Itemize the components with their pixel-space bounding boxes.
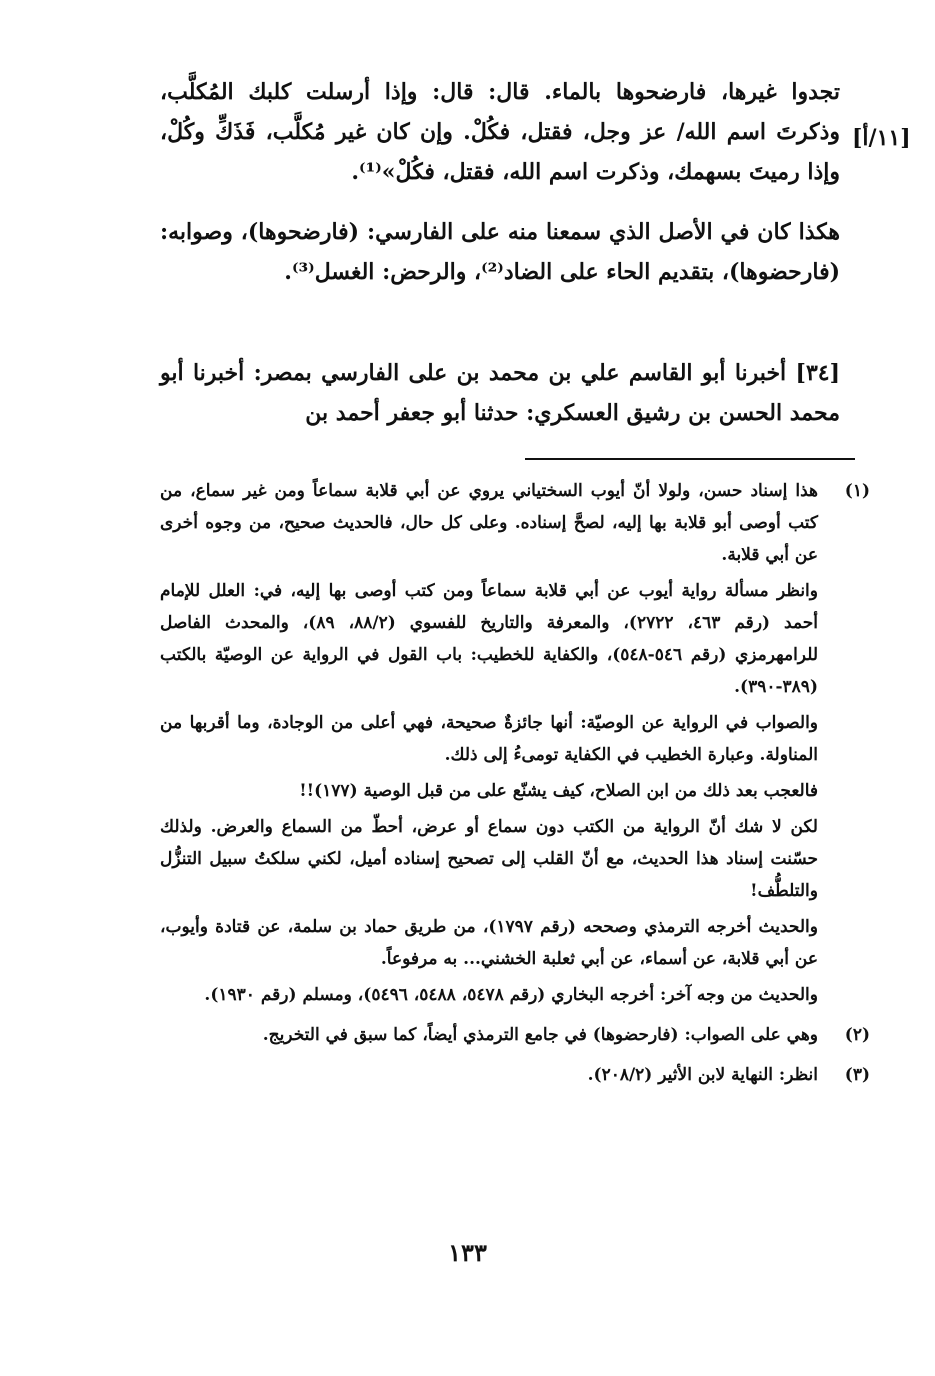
footnote-paragraph: والصواب في الرواية عن الوصيّة: أنها جائزةٌ صحيحة، فهي أعلى من الوجادة، وما أقربها من المناولة. وعبارة الخطيب في الكفاية تومىءُ إلى ذلك.	[160, 713, 818, 765]
paragraph-2: هكذا كان في الأصل الذي سمعنا منه على الفارسي: (فارضحوها)، وصوابه: (فارحضوها)، بتقديم الحاء على الضاد⁽²⁾، والرحض: الغسل⁽³⁾.	[160, 219, 840, 285]
footnote-body	[160, 1019, 818, 1055]
footnote-body	[160, 1059, 818, 1095]
footnote-paragraph: والحديث من وجه آخر: أخرجه البخاري (رقم ٥٤٧٨، ٥٤٨٨، ٥٤٩٦)، ومسلم (رقم ١٩٣٠).	[204, 985, 818, 1005]
paragraph-3: [٣٤] أخبرنا أبو القاسم علي بن محمد بن على الفارسي بمصر: أخبرنا أبو محمد الحسن بن رشيق العسكري: حدثنا أبو جعفر أحمد بن	[160, 360, 840, 426]
footnote-paragraph: هذا إسناد حسن، ولولا أنّ أيوب السختياني يروي عن أبي قلابة سماعاً ومن غير سماع، من كتب أوصى أبو قلابة بها إليه، لصحَّ إسناده. وعلى كل حال، فالحديث صحيح، من وجوه أخرى عن أبي قلابة.	[160, 481, 818, 565]
footnote-paragraph: لكن لا شك أنّ الرواية من الكتب دون سماع أو عرض، أحطّ من السماع والعرض. ولذلك حسّنت إسناد هذا الحديث، مع أنّ القلب إلى تصحيح إسناده أميل، لكني سلكتُ سبيل التنزُّل والتلطُّف!	[160, 817, 818, 901]
footnotes	[160, 475, 870, 1099]
footnote-3	[160, 1059, 870, 1095]
footnote-paragraph: والحديث أخرجه الترمذي وصححه (رقم ١٧٩٧)، من طريق حماد بن سلمة، عن قتادة وأيوب، عن أبي قلابة، عن أسماء، عن أبي ثعلبة الخشني... به مرفوعاً.	[160, 917, 818, 969]
footnote-paragraph: وانظر مسألة رواية أيوب عن أبي قلابة سماعاً ومن كتب أوصى بها إليه، في: العلل للإمام أحمد (رقم ٤٦٣، ٢٧٢٢)، والمعرفة والتاريخ للفسوي (٨٨/٢، ٨٩)، والمحدث الفاصل للرامهرمزي (رقم ٥٤٦-٥٤٨)، والكفاية للخطيب: باب القول في الرواية عن الوصيّة بالكتب (٣٨٩-٣٩٠).	[160, 581, 819, 697]
footnote-1	[160, 475, 870, 1015]
footnote-number: (٢)	[844, 1025, 870, 1045]
footnote-paragraph: انظر: النهاية لابن الأثير (٢٠٨/٢).	[587, 1065, 818, 1085]
manuscript-folio-ref: [١١/أ]	[852, 125, 911, 151]
footnote-body	[160, 475, 818, 1015]
footnote-paragraph: فالعجب بعد ذلك من ابن الصلاح، كيف يشنّع على من قبل الوصية (١٧٧)!!	[299, 781, 818, 801]
footnote-2	[160, 1019, 870, 1055]
footnote-paragraph: وهي على الصواب: (فارحضوها) في جامع الترمذي أيضاً، كما سبق في التخريج.	[262, 1025, 818, 1045]
footnote-number: (٣)	[844, 1065, 870, 1085]
footnote-number: (١)	[844, 481, 870, 501]
page-number: ١٣٣	[448, 1238, 487, 1267]
paragraph-1: تجدوا غيرها، فارضحوها بالماء. قال: قال: وإذا أرسلت كلبك المُكلَّب، وذكرتَ اسم الله/ عز وجل، فقتل، فكُلْ. وإن كان غير مُكلَّب، فَذَكِّ وكُلْ، وإذا رميتَ بسهمك، وذكرت اسم الله، فقتل، فكُلْ»⁽¹⁾.	[160, 79, 840, 185]
footnote-separator	[525, 458, 855, 460]
